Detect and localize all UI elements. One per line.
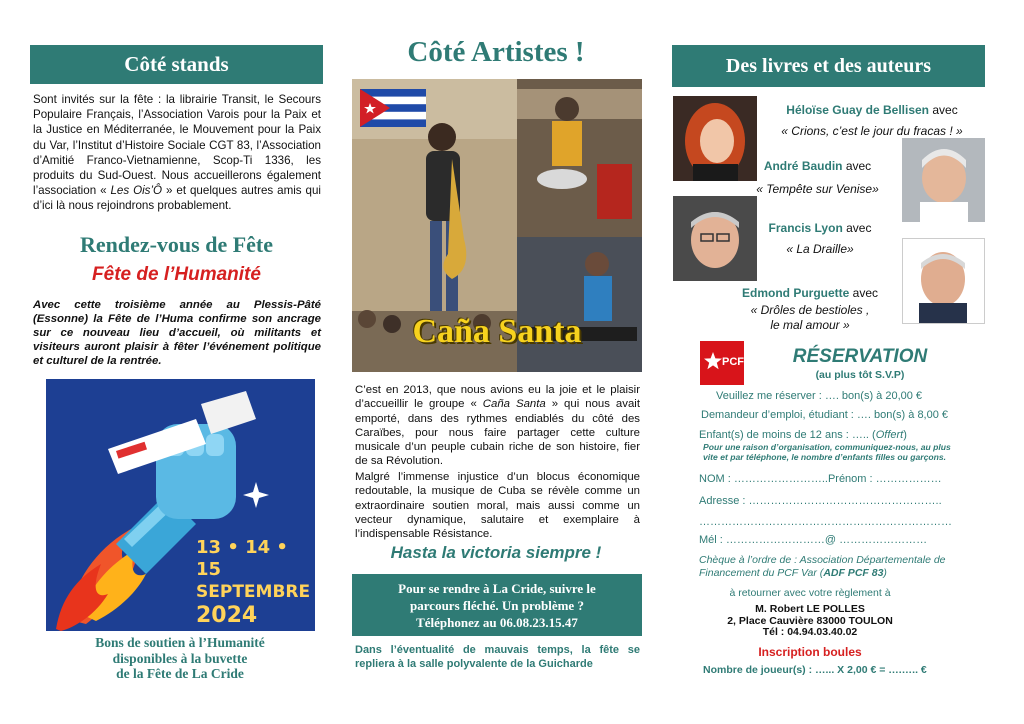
- nom-field[interactable]: NOM : ……………………..Prénom : ………………: [699, 473, 942, 485]
- address-block: M. Robert LE POLLES 2, Place Cauvière 83000 TOULON Tél : 04.94.03.40.02: [727, 603, 893, 638]
- cheque-text: Chèque à l’ordre de : Association Départementale de Financement du PCF Var (ADF PCF 83): [699, 554, 946, 579]
- boules-title: Inscription boules: [758, 645, 862, 659]
- rdv-title: Rendez-vous de Fête: [79, 232, 274, 257]
- reserve-line-full[interactable]: Veuillez me réserver : …. bon(s) à 20,00 €: [716, 390, 923, 402]
- author-photo-andre: [902, 138, 985, 222]
- author-4: Edmond Purguette avec « Drôles de bestioles , le mal amour »: [741, 286, 879, 332]
- adresse-field[interactable]: Adresse : ……………………………………………..: [699, 495, 942, 507]
- poster-dates: 13 • 14 • 15 SEPTEMBRE 2024: [196, 537, 311, 628]
- cuba-flag: [360, 89, 426, 127]
- fete-text: Avec cette troisième année au Plessis-Pâté (Essonne) la Fête de l’Huma confirme son ancrage sur ce nouveau lieu d’accueil, où militants et visiteurs auront plaisir à fêter l’événement politique et culturel de la rentrée.: [33, 299, 321, 367]
- mel-field[interactable]: Mél : ………………………@ ……………………: [699, 534, 928, 546]
- weather-text: Dans l’éventualité de mauvais temps, la fête se repliera à la salle polyvalente de la Guicharde: [355, 644, 640, 670]
- author-3: Francis Lyon avec « La Draille»: [768, 221, 872, 256]
- hasta-text: Hasta la victoria siempre !: [390, 543, 602, 562]
- author-photo-edmond: [902, 238, 985, 324]
- band-name: Caña Santa: [412, 313, 582, 350]
- books-title: Des livres et des auteurs: [725, 55, 932, 77]
- retour-text: à retourner avec votre règlement à: [729, 587, 891, 599]
- route-banner: Pour se rendre à La Cride, suivre le parcours fléché. Un problème ? Téléphonez au 06.08.23.15.47: [352, 574, 642, 636]
- artists-title: Côté Artistes !: [407, 36, 585, 68]
- fete-poster: [46, 379, 315, 631]
- artists-para-1: C’est en 2013, que nous avions eu la joie et le plaisir d’accueillir le groupe « Caña Santa » qui nous avait emporté, dans des rythmes endiablés du côté des Caraïbes, pour nous faire partager cette culture musicale d’un peuple cubain riche de son histoire, fier de sa Révolution.: [355, 384, 640, 468]
- children-note: Pour une raison d’organisation, communiquez-nous, au plus vite et par téléphone, le nombre d’enfants filles ou garçons.: [703, 442, 951, 462]
- star-icon: [703, 351, 723, 371]
- stands-text: Sont invités sur la fête : la librairie Transit, le Secours Populaire Français, l’Association Varois pour la Paix et la Justice en Méditerranée, le Mouvement pour la Paix du Var, l’Institut d’Histoire Sociale CGT 83, l’Association d’Amitié Franco-Vietnamienne, Scop-Ti 1336, les produits du Sud-Ouest. Nous accueillerons également l’association « Les Ois’Ô » et quelques autres amis qui d’ici là nous rejoindrons probablement.: [33, 93, 321, 213]
- reservation-title: RÉSERVATION: [792, 346, 928, 367]
- reserve-line-reduced[interactable]: Demandeur d’emploi, étudiant : …. bon(s) à 8,00 €: [701, 409, 949, 421]
- reserve-line-children[interactable]: Enfant(s) de moins de 12 ans : ….. (Offert): [699, 429, 907, 441]
- books-banner: [672, 45, 985, 87]
- stands-banner: [30, 45, 323, 84]
- boules-line[interactable]: Nombre de joueur(s) : …... X 2,00 € = ….….. €: [703, 664, 927, 676]
- reservation-sub: (au plus tôt S.V.P): [815, 369, 905, 381]
- author-1: Héloïse Guay de Bellisen avec « Crions, c’est le jour du fracas ! »: [781, 103, 963, 138]
- pcf-logo: PCF: [700, 341, 744, 385]
- bons-text: Bons de soutien à l’Humanité disponibles à la buvette de la Fête de La Cride: [95, 635, 265, 681]
- author-photo-francis: [673, 196, 757, 281]
- band-photo: [352, 79, 642, 372]
- fete-title: Fête de l’Humanité: [92, 264, 261, 285]
- stands-title: Côté stands: [124, 52, 229, 76]
- adresse-field-2[interactable]: ……………………………………………………………: [699, 516, 952, 528]
- artists-para-2: Malgré l’immense injustice d’un blocus économique redoutable, la musique de Cuba se révèle comme un extraordinaire soutien moral, mais aussi comme un vecteur dynamique, salutaire et exemplaire à l’indispensable Résistance.: [355, 471, 640, 541]
- author-2: André Baudin avec « Tempête sur Venise»: [756, 159, 879, 196]
